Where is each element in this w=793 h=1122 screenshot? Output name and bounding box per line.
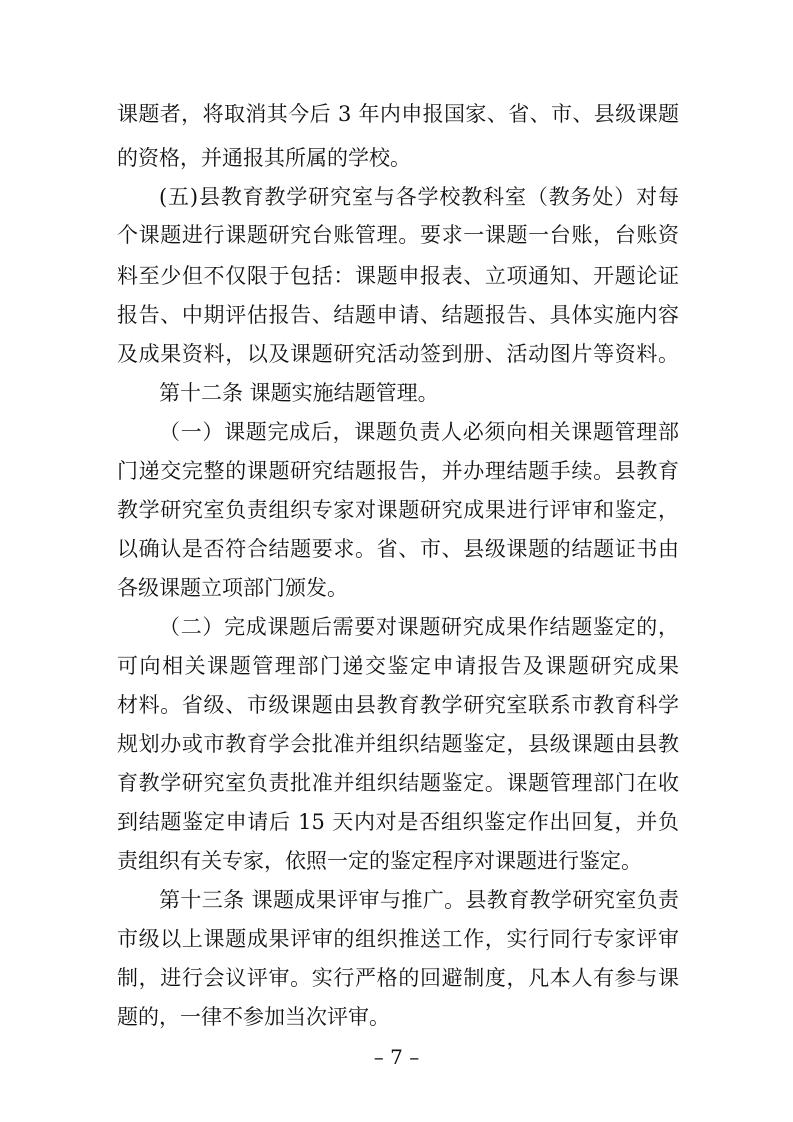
text-line-24: 题的，一律不参加当次评审。 bbox=[117, 1005, 390, 1029]
text-line-19: 到结题鉴定申请后 15 天内对是否组织鉴定作出回复，并负 bbox=[117, 810, 679, 834]
text-line-9: （一）课题完成后，课题负责人必须向相关课题管理部 bbox=[159, 420, 679, 444]
text-line-11: 教学研究室负责组织专家对课题研究成果进行评审和鉴定， bbox=[117, 498, 679, 522]
article-12-heading: 第十二条 课题实施结题管理。 bbox=[159, 381, 439, 405]
text-line-1: 课题者，将取消其今后 3 年内申报国家、省、市、县级课题 bbox=[117, 102, 679, 126]
page-number: – 7 – bbox=[373, 1045, 420, 1069]
article-13-heading: 第十三条 课题成果评审与推广。县教育教学研究室负责 bbox=[159, 888, 679, 912]
text-line-6: 报告、中期评估报告、结题申请、结题报告、具体实施内容 bbox=[117, 303, 679, 327]
text-line-17: 规划办或市教育学会批准并组织结题鉴定，县级课题由县教 bbox=[117, 732, 679, 756]
text-line-10: 门递交完整的课题研究结题报告，并办理结题手续。县教育 bbox=[117, 459, 679, 483]
text-line-15: 可向相关课题管理部门递交鉴定申请报告及课题研究成果 bbox=[117, 654, 679, 678]
text-line-4: 个课题进行课题研究台账管理。要求一课题一台账，台账资 bbox=[117, 223, 679, 247]
text-line-13: 各级课题立项部门颁发。 bbox=[117, 576, 348, 600]
text-line-12: 以确认是否符合结题要求。省、市、县级课题的结题证书由 bbox=[117, 537, 679, 561]
text-line-5: 料至少但不仅限于包括：课题申报表、立项通知、开题论证 bbox=[117, 264, 679, 288]
text-line-7: 及成果资料，以及课题研究活动签到册、活动图片等资料。 bbox=[117, 342, 679, 366]
text-line-3: (五)县教育教学研究室与各学校教科室（教务处）对每 bbox=[159, 185, 679, 209]
text-line-14: （二）完成课题后需要对课题研究成果作结题鉴定的， bbox=[159, 615, 679, 639]
text-line-22: 市级以上课题成果评审的组织推送工作，实行同行专家评审 bbox=[117, 927, 679, 951]
text-line-2: 的资格，并通报其所属的学校。 bbox=[117, 146, 411, 170]
text-line-16: 材料。省级、市级课题由县教育教学研究室联系市教育科学 bbox=[117, 693, 679, 717]
text-line-20: 责组织有关专家，依照一定的鉴定程序对课题进行鉴定。 bbox=[117, 849, 642, 873]
text-line-18: 育教学研究室负责批准并组织结题鉴定。课题管理部门在收 bbox=[117, 771, 679, 795]
text-line-23: 制，进行会议评审。实行严格的回避制度，凡本人有参与课 bbox=[117, 966, 679, 990]
